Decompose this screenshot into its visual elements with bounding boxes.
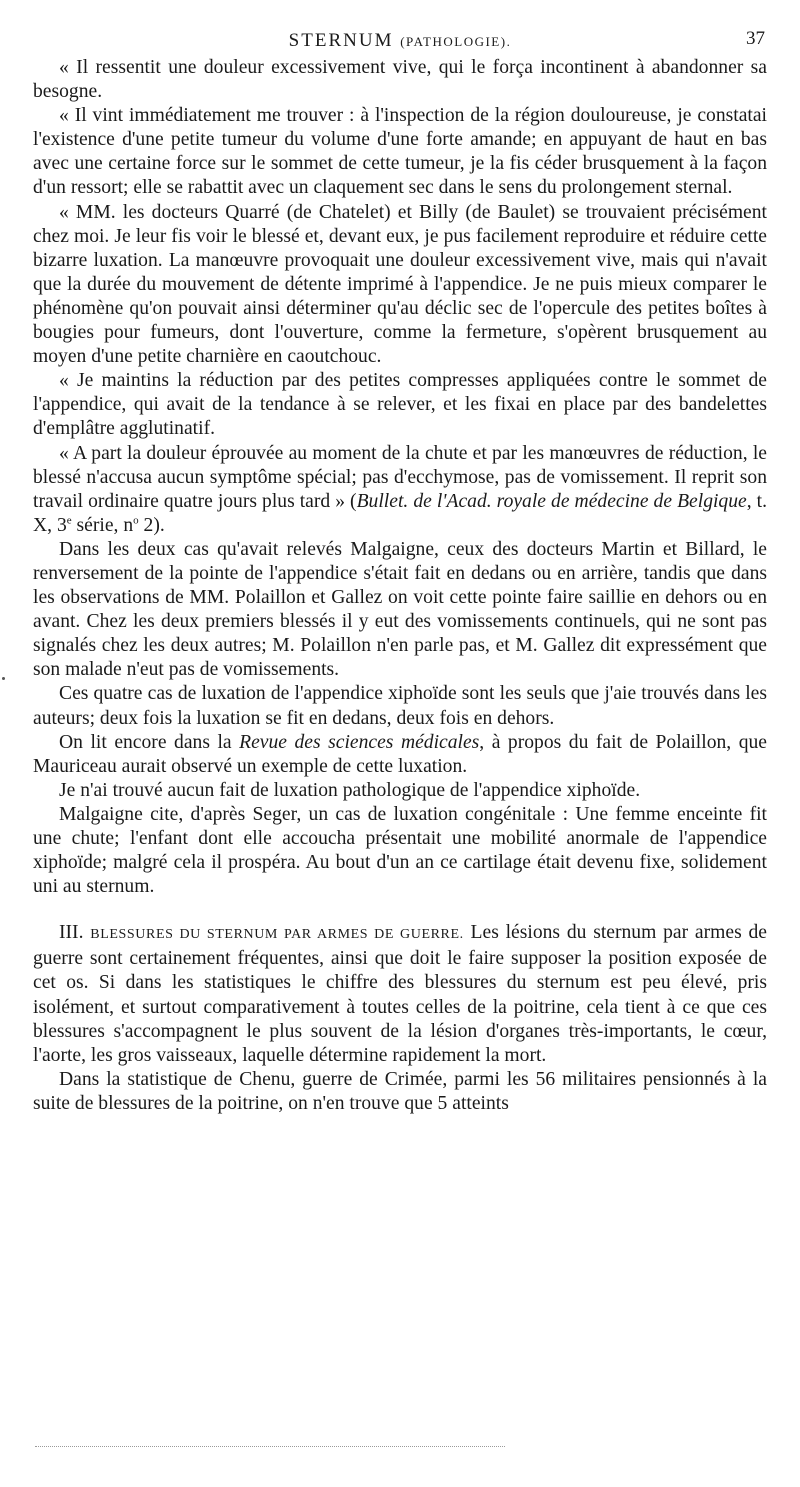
paragraph	[33, 731, 767, 779]
paragraph	[33, 442, 767, 538]
paragraph-text: , à propos du fait de Polaillon, que Mauriceau aurait observé un exemple de cette luxation.	[33, 731, 767, 777]
section-heading-paragraph	[33, 921, 767, 1068]
paragraph-text: « Il ressentit une douleur excessivement vive, qui le força incontinent à abandonner sa besogne.	[33, 57, 767, 103]
paragraph	[33, 56, 767, 104]
paragraph-text: Je n'ai trouvé aucun fait de luxation pathologique de l'appendice xiphoïde.	[59, 779, 641, 801]
paragraph	[33, 104, 767, 200]
paragraph-text: série, n	[71, 514, 134, 536]
running-title	[33, 30, 767, 52]
paragraph	[33, 779, 767, 803]
section-second-paragraph: Dans la statistique de Chenu, guerre de Crimée, parmi les 56 militaires pensionnés à la suite de blessures de la poitrine, on n'en trouve que 5 atteints	[33, 1068, 767, 1114]
section-first-paragraph: Les lésions du sternum par armes de guerre sont certainement fréquentes, ainsi que doit le faire supposer la position exposée de cet os. Si dans les statistiques le chiffre des blessures du sternum est peu élevé, pris isolément, et surtout comparativement à toutes celles de la poitrine, cela tient à ce que ces blessures s'accompagnent le plus souvent de la lésion d'organes très-importants, le cœur, l'aorte, les gros vaisseaux, laquelle détermine rapidement la mort.	[33, 922, 767, 1066]
paragraph-list	[33, 56, 767, 899]
margin-mark	[2, 677, 5, 680]
paragraph-text: « Je maintins la réduction par des petites compresses appliquées contre le sommet de l'appendice, qui avait de la tendance à se relever, et les fixai en place par des bandelettes d'emplâtre agglutinatif.	[33, 370, 767, 440]
paragraph-text: Malgaigne cite, d'après Seger, un cas de luxation congénitale : Une femme enceinte fit une chute; l'enfant dont elle accoucha présentait une mobilité anormale de l'appendice xiphoïde; malgré cela il prospéra. Au bout d'un an ce cartilage était devenu fixe, solidement uni au sternum.	[33, 803, 767, 898]
paragraph	[33, 538, 767, 683]
italic-citation: Bullet. de l'Acad. royale de médecine de Belgique	[356, 490, 747, 512]
page-number: 37	[746, 28, 765, 49]
paragraph	[33, 682, 767, 730]
section-title: BLESSURES DU STERNUM PAR ARMES DE GUERRE.	[90, 927, 464, 943]
paragraph-text: Ces quatre cas de luxation de l'appendice xiphoïde sont les seuls que j'aie trouvés dans les auteurs; deux fois la luxation se fit en dedans, deux fois en dehors.	[33, 683, 767, 729]
book-page	[33, 26, 767, 1116]
paragraph-text: On lit encore dans la	[59, 731, 240, 753]
paragraph-text: « Il vint immédiatement me trouver : à l'inspection de la région douloureuse, je constatai l'existence d'une petite tumeur du volume d'une forte amande; en appuyant de haut en bas avec une certaine force sur le sommet de cette tumeur, je la fis céder brusquement à la façon d'un ressort; elle se rabattit avec un claquement sec dans le sens du prolongement sternal.	[33, 105, 767, 199]
section-number: III.	[59, 922, 84, 944]
running-header	[33, 26, 767, 56]
body-text	[33, 56, 767, 1116]
paragraph-text: « A part la douleur éprouvée au moment de la chute et par les manœuvres de réduction, le blessé n'accusa aucun symptôme spécial; pas d'ecchymose, pas de vomissement. Il reprit son travail ordinaire quatre jours plus tard » (	[33, 442, 767, 512]
header-title: STERNUM	[288, 30, 394, 51]
paragraph-text: , t. X, 3	[33, 490, 768, 536]
italic-citation: Revue des sciences médicales	[239, 731, 480, 753]
paragraph-text: 2).	[138, 514, 165, 536]
paragraph	[33, 369, 767, 441]
section-gap	[33, 899, 767, 921]
paragraph	[33, 803, 767, 899]
footer-rule	[35, 1446, 505, 1447]
paragraph-text: Dans les deux cas qu'avait relevés Malgaigne, ceux des docteurs Martin et Billard, le renversement de la pointe de l'appendice s'était fait en dedans ou en arrière, tandis que dans les observations de MM. Polaillon et Gallez on voit cette pointe faire saillie en dehors ou en avant. Chez les deux premiers blessés il y eut des vomissements continuels, qui ne sont pas signalés chez les deux autres; M. Polaillon n'en parle pas, et M. Gallez dit expressément que son malade n'eut pas de vomissements.	[33, 538, 767, 681]
paragraph-text: « MM. les docteurs Quarré (de Chatelet) et Billy (de Baulet) se trouvaient précisément chez moi. Je leur fis voir le blessé et, devant eux, je pus facilement reproduire et réduire cette bizarre luxation. La manœuvre provoquait une douleur excessivement vive, mais qui n'avait que la durée du mouvement de détente imprimé à l'appendice. Je ne puis mieux comparer le phénomène qu'on pouvait ainsi déterminer qu'au déclic sec de l'opercule des petites boîtes à bougies pour fumeurs, dont l'ouverture, comme la fermeture, s'opèrent brusquement au moyen d'une petite charnière en caoutchouc.	[33, 201, 767, 368]
superscript: e	[66, 514, 72, 527]
superscript: o	[133, 514, 139, 527]
paragraph	[33, 201, 767, 370]
header-subtitle: (PATHOLOGIE).	[400, 34, 512, 49]
